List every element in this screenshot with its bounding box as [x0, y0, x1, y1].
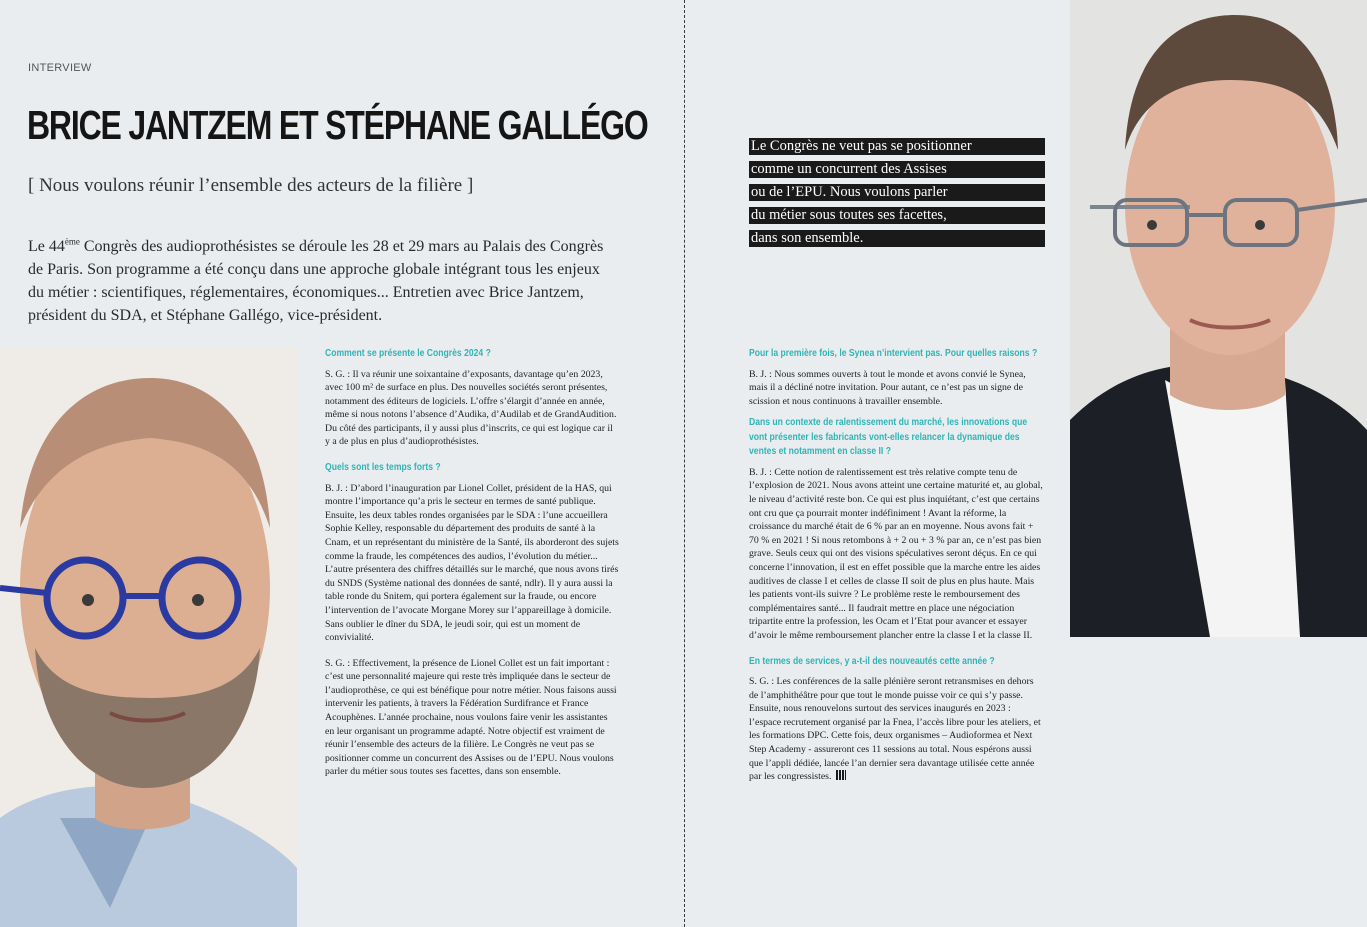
end-of-article-icon — [836, 770, 846, 780]
answer-paragraph: B. J. : Nous sommes ouverts à tout le monde et avons convié le Synea, mais il a décliné notre invitation. Pour autant, ce n’est pas un signe de scission et nous continuons à travailler ensemble. — [749, 368, 1026, 407]
pull-quote-line: Le Congrès ne veut pas se positionner — [749, 138, 1045, 155]
portrait-photo-left — [0, 348, 297, 927]
left-article-column — [325, 347, 619, 791]
page-fold-divider — [684, 0, 685, 927]
right-page — [686, 0, 1367, 927]
headline: BRICE JANTZEM ET STÉPHANE GALLÉGO — [27, 102, 648, 148]
pull-quote — [749, 138, 1045, 253]
question-heading: Pour la première fois, le Synea n’intervient pas. Pour quelles raisons ? — [749, 348, 1038, 359]
portrait-left-illustration — [0, 348, 297, 927]
answer-paragraph: B. J. : D’abord l’inauguration par Lionel Collet, président de la HAS, qui montre l’importance qu’a pris le secteur en termes de santé publique. Ensuite, les deux tables rondes organisées par le SDA : l’une accueillera Sophie Kelley, responsable du département des produits de santé à la Cnam, et un représentant du ministère de la Santé, ils aborderont des sujets comme la fraude, les compétences des audios, l’évolution du métier... L’autre présentera des chiffres détaillés sur le marché, que nous avons tirés du SNDS (Système national des données de santé, ndlr). Il y aura aussi la table ronde du Snitem, qui portera également sur la fraude, ou encore l’intervention de l’avocate Morgane Morey sur l’appareillage à domicile. Sans oublier le dîner du SDA, le jeudi soir, qui est un moment de convivialité. — [325, 482, 619, 644]
pull-quote-line: du métier sous toutes ses facettes, — [749, 207, 1045, 224]
question-heading: Dans un contexte de ralentissement du marché, les innovations que vont présenter les fabricants vont-elles relancer la dynamique des ventes et notamment en classe II ? — [749, 417, 1028, 458]
answer-paragraph — [749, 675, 1045, 784]
intro-text-end: Congrès des audioprothésistes se déroule les 28 et 29 mars au Palais des Congrès de Paris. Son programme a été conçu dans une approche globale intégrant tous les enjeux du métier : scientifiques, réglementaires, économiques... Entretien avec Brice Jantzem, président du SDA, et Stéphane Gallégo, vice-président. — [28, 238, 604, 324]
pull-quote-line: ou de l’EPU. Nous voulons parler — [749, 184, 1045, 201]
question-heading: Quels sont les temps forts ? — [325, 462, 441, 474]
question-heading: Comment se présente le Congrès 2024 ? — [325, 348, 491, 359]
intro-superscript: ème — [64, 236, 80, 247]
answer-paragraph: S. G. : Il va réunir une soixantaine d’exposants, davantage qu’en 2023, avec 100 m² de surface en plus. Des nouvelles sociétés seront présentes, notamment des éditeurs de logiciels. L’offre s’élargit d’année en année, même si nous notons l’absence d’Audika, d’Audilab et de GrandAudition. Du côté des participants, il y aussi plus d’inscrits, ce qui est logique car il y a de plus en plus d’audioprothésistes. — [325, 368, 617, 448]
pull-quote-line: comme un concurrent des Assises — [749, 161, 1045, 178]
answer-text: S. G. : Les conférences de la salle plénière seront retransmises en dehors de l’amphithéâtre pour que tout le monde puisse voir ce qui s’y passe. Ensuite, nous renouvelons surtout des services inaugurés en 2023 : l’espace recrutement organisé par la Fnea, l’accès libre pour les ateliers, et les formations DPC. Cette fois, deux organismes – Audioformea et Next Step Academy - assureront ces 11 sessions au total. Nous espérons aussi que l’appli dédiée, lancée l’an dernier sera davantage utilisée cette année par les congressistes. — [749, 676, 1041, 783]
pull-quote-line: dans son ensemble. — [749, 230, 1045, 247]
right-article-column — [749, 347, 1045, 796]
answer-paragraph: S. G. : Effectivement, la présence de Lionel Collet est un fait important : c’est une personnalité majeure qui reste très impliquée dans le secteur de l’audioprothèse, ce qui est bénéfique pour notre métier. Nous faisons aussi intervenir les patients, à travers la Fédération Surdifrance et France Acouphènes. L’année prochaine, nous voulons faire venir les assistantes en leur organisant un programme adapté. Notre objectif est vraiment de réunir l’ensemble des acteurs de la filière. Le Congrès ne veut pas se positionner comme un concurrent des Assises ou de l’EPU. Nous voulons parler du métier sous toutes ses facettes, dans son ensemble. — [325, 657, 617, 778]
section-kicker: INTERVIEW — [28, 62, 92, 74]
question-heading: En termes de services, y a-t-il des nouveautés cette année ? — [749, 655, 995, 667]
portrait-photo-right — [1070, 0, 1367, 637]
portrait-right-illustration — [1070, 0, 1367, 637]
intro-text-start: Le 44 — [28, 238, 65, 255]
answer-paragraph: B. J. : Cette notion de ralentissement est très relative compte tenu de l’explosion de 2021. Nous avons atteint une certaine maturité et, au global, le niveau d’activité reste bon. Ce qui est plus inquiétant, c’est que certains ont cru que ça pourrait monter indéfiniment ! Avant la réforme, la croissance du marché était de 6 % par an en moyenne. Nous avons fait + 70 % en 2021 ! Si nous retombons à + 2 ou + 3 % par an, ce n’est pas bien grave. Seuls ceux qui ont des visions spéculatives seront déçus. En ce qui concerne l’innovation, il est en effet possible que la marche entre les aides auditives de classe I et celles de classe II soit de plus en plus haute. Mais les patients vont-ils suivre ? Le problème reste le remboursement des complémentaires santé... Il faudrait mettre en place une négociation tripartite entre la profession, les Ocam et l’Etat pour avancer et essayer d’avoir le même remboursement plancher entre la classe I et la classe II. — [749, 466, 1043, 641]
intro-paragraph — [28, 235, 618, 327]
subtitle: [ Nous voulons réunir l’ensemble des acteurs de la filière ] — [28, 175, 474, 196]
